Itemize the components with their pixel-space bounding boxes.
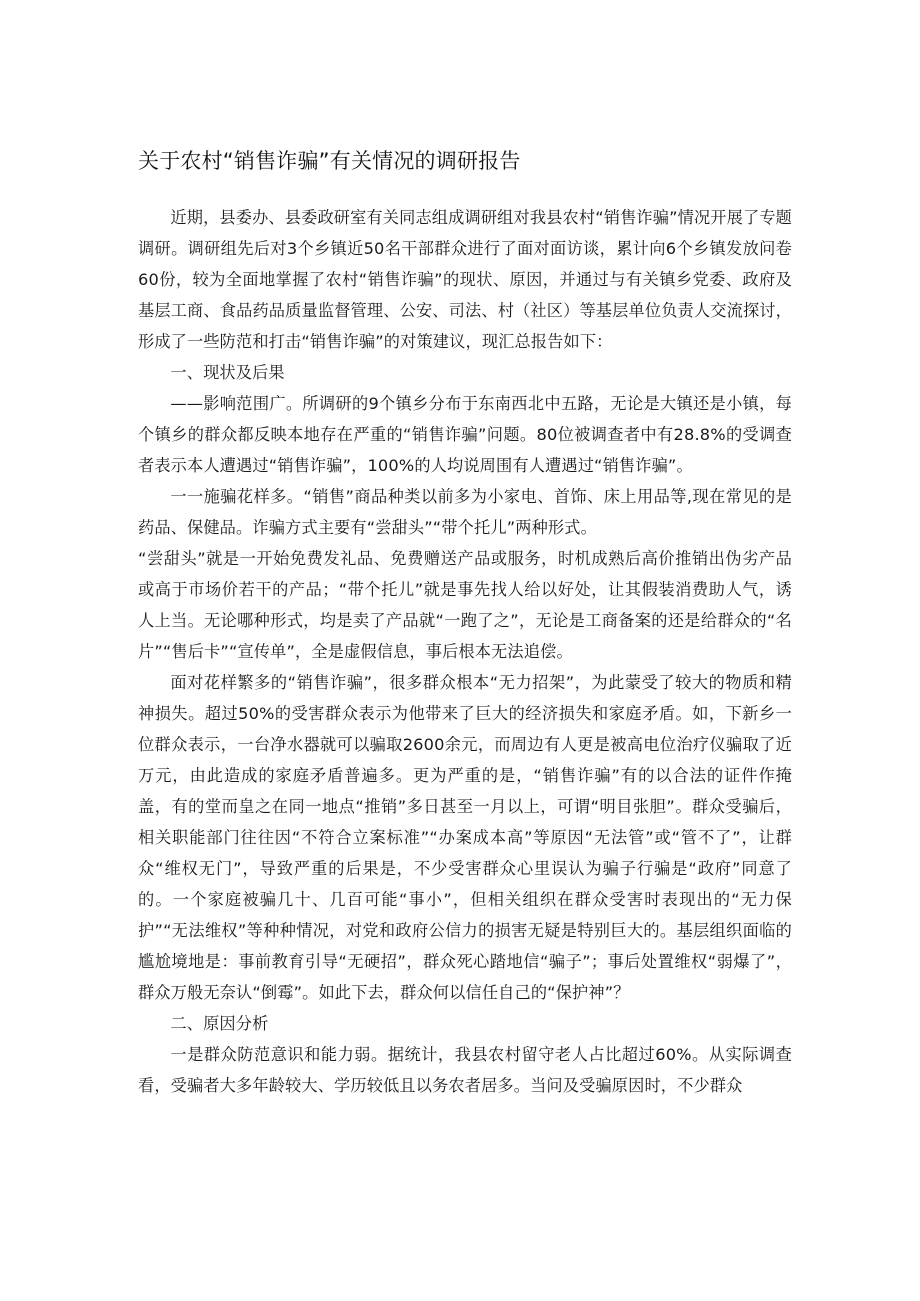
- document-body: [138, 202, 792, 1101]
- paragraph-impact-scope: ——影响范围广。所调研的9个镇乡分布于东南西北中五路，无论是大镇还是小镇，每个镇乡的群众都反映本地存在严重的“销售诈骗”问题。80位被调查者中有28.8%的受调查者表示本人遭遇过“销售诈骗”，100%的人均说周围有人遭遇过“销售诈骗”。: [138, 394, 792, 475]
- document-title: 关于农村“销售诈骗”有关情况的调研报告: [138, 149, 521, 173]
- section-heading-1: 一、现状及后果: [170, 363, 285, 382]
- paragraph-fraud-methods-detail: “尝甜头”就是一开始免费发礼品、免费赠送产品或服务，时机成熟后高价推销出伪劣产品或高于市场价若干的产品；“带个托儿”就是事先找人给以好处，让其假装消费助人气，诱人上当。无论哪种形式，均是卖了产品就“一跑了之”，无论是工商备案的还是给群众的“名片”“售后卡”“宣传单”，全是虚假信息，事后根本无法追偿。: [138, 549, 792, 661]
- paragraph-fraud-methods: 一一施骗花样多。“销售”商品种类以前多为小家电、首饰、床上用品等,现在常见的是药品、保健品。诈骗方式主要有“尝甜头”“带个托儿”两种形式。: [138, 487, 792, 537]
- paragraph-cause-awareness: 一是群众防范意识和能力弱。据统计，我县农村留守老人占比超过60%。从实际调查看，受骗者大多年龄较大、学历较低且以务农者居多。当问及受骗原因时，不少群众: [138, 1045, 792, 1095]
- section-heading-2: 二、原因分析: [170, 1014, 269, 1033]
- intro-paragraph: 近期，县委办、县委政研室有关同志组成调研组对我县农村“销售诈骗”情况开展了专题调研。调研组先后对3个乡镇近50名干部群众进行了面对面访谈，累计向6个乡镇发放问卷60份，较为全面地掌握了农村“销售诈骗”的现状、原因，并通过与有关镇乡党委、政府及基层工商、食品药品质量监督管理、公安、司法、村（社区）等基层单位负责人交流探讨，形成了一些防范和打击“销售诈骗”的对策建议，现汇总报告如下：: [138, 208, 792, 351]
- paragraph-consequences: 面对花样繁多的“销售诈骗”，很多群众根本“无力招架”，为此蒙受了较大的物质和精神损失。超过50%的受害群众表示为他带来了巨大的经济损失和家庭矛盾。如，下新乡一位群众表示，一台净水器就可以骗取2600余元，而周边有人更是被高电位治疗仪骗取了近万元，由此造成的家庭矛盾普遍多。更为严重的是，“销售诈骗”有的以合法的证件作掩盖，有的堂而皇之在同一地点“推销”多日甚至一月以上，可谓“明目张胆”。群众受骗后，相关职能部门往往因“不符合立案标准”“办案成本高”等原因“无法管”或“管不了”，让群众“维权无门”，导致严重的后果是，不少受害群众心里误认为骗子行骗是“政府”同意了的。一个家庭被骗几十、几百可能“事小”，但相关组织在群众受害时表现出的“无力保护”“无法维权”等种种情况，对党和政府公信力的损害无疑是特别巨大的。基层组织面临的尴尬境地是：事前教育引导“无硬招”，群众死心踏地信“骗子”；事后处置维权“弱爆了”，群众万般无奈认“倒霉”。如此下去，群众何以信任自己的“保护神”？: [138, 673, 792, 1002]
